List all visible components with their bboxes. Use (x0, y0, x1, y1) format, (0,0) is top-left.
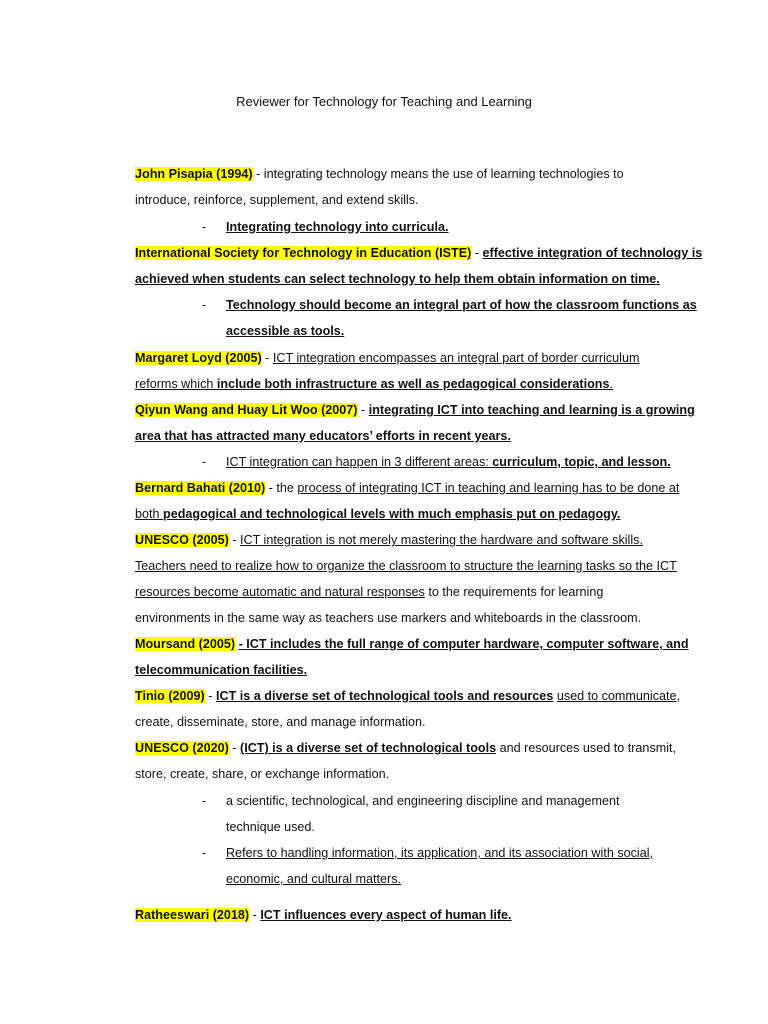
bullet-dash: - (202, 455, 207, 469)
entry-unesco2005-line2: Teachers need to realize how to organize the classroom to structure the learning tasks so the ICT (135, 559, 677, 573)
entry-pisapia-bullet: Integrating technology into curricula. (226, 220, 449, 234)
author-name: Qiyun Wang and Huay Lit Woo (2007) (135, 403, 358, 417)
document-title: Reviewer for Technology for Teaching and Learning (236, 94, 532, 109)
entry-ratheeswari-line1: Ratheeswari (2018) - ICT influences every aspect of human life. (135, 908, 512, 922)
entry-unesco2020-bullet1-line2: technique used. (226, 820, 315, 834)
entry-wangwoo-line1: Qiyun Wang and Huay Lit Woo (2007) - integrating ICT into teaching and learning is a growing (135, 403, 695, 417)
entry-moursand-line1: Moursand (2005) - ICT includes the full range of computer hardware, computer software, and (135, 637, 689, 651)
author-name: Margaret Loyd (2005) (135, 351, 262, 365)
entry-wangwoo-line2: area that has attracted many educators’ efforts in recent years. (135, 429, 511, 443)
entry-pisapia-line1: John Pisapia (1994) - integrating technology means the use of learning technologies to (135, 167, 624, 181)
entry-iste-bullet-line2: accessible as tools. (226, 324, 345, 338)
entry-pisapia-line2: introduce, reinforce, supplement, and extend skills. (135, 193, 419, 207)
author-name: International Society for Technology in Education (ISTE) (135, 246, 472, 260)
entry-wangwoo-bullet: ICT integration can happen in 3 different areas: curriculum, topic, and lesson. (226, 455, 671, 469)
author-name: John Pisapia (1994) (135, 167, 253, 181)
author-name: UNESCO (2020) (135, 741, 229, 755)
entry-unesco2005-line3: resources become automatic and natural responses to the requirements for learning (135, 585, 604, 599)
author-name: UNESCO (2005) (135, 533, 229, 547)
entry-loyd-line1: Margaret Loyd (2005) - ICT integration encompasses an integral part of border curriculum (135, 351, 640, 365)
entry-unesco2005-line4: environments in the same way as teachers use markers and whiteboards in the classroom. (135, 611, 642, 625)
entry-unesco2020-bullet2-line1: Refers to handling information, its application, and its association with social, (226, 846, 654, 860)
entry-unesco2020-bullet1-line1: a scientific, technological, and engineering discipline and management (226, 794, 620, 808)
author-name: Moursand (2005) (135, 637, 236, 651)
entry-moursand-line2: telecommunication facilities. (135, 663, 308, 677)
entry-unesco2020-line1: UNESCO (2020) - (ICT) is a diverse set of technological tools and resources used to transmit, (135, 741, 677, 755)
entry-iste-bullet-line1: Technology should become an integral part of how the classroom functions as (226, 298, 697, 312)
author-name: Tinio (2009) (135, 689, 205, 703)
entry-loyd-line2: reforms which include both infrastructure as well as pedagogical considerations. (135, 377, 613, 391)
bullet-dash: - (202, 220, 207, 234)
entry-bahati-line1: Bernard Bahati (2010) - the process of integrating ICT in teaching and learning has to be done at (135, 481, 680, 495)
entry-iste-line1: International Society for Technology in Education (ISTE) - effective integration of technology is (135, 246, 703, 260)
author-name: Ratheeswari (2018) (135, 908, 250, 922)
entry-unesco2005-line1: UNESCO (2005) - ICT integration is not merely mastering the hardware and software skills. (135, 533, 643, 547)
entry-unesco2020-line2: store, create, share, or exchange information. (135, 767, 390, 781)
entry-tinio-line2: create, disseminate, store, and manage information. (135, 715, 426, 729)
bullet-dash: - (202, 846, 207, 860)
bullet-dash: - (202, 298, 207, 312)
entry-bahati-line2: both pedagogical and technological levels with much emphasis put on pedagogy. (135, 507, 621, 521)
entry-tinio-line1: Tinio (2009) - ICT is a diverse set of technological tools and resources used to communicate, (135, 689, 681, 703)
entry-iste-line2: achieved when students can select technology to help them obtain information on time. (135, 272, 660, 286)
entry-unesco2020-bullet2-line2: economic, and cultural matters. (226, 872, 401, 886)
bullet-dash: - (202, 794, 207, 808)
author-name: Bernard Bahati (2010) (135, 481, 266, 495)
